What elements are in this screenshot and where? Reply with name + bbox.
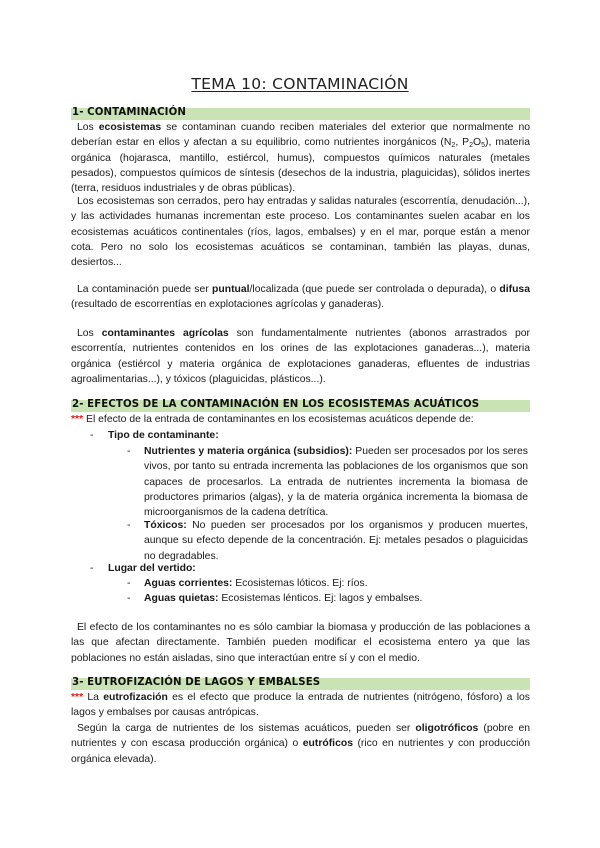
asterisk-marker: *** bbox=[71, 692, 84, 703]
list-dash: - bbox=[127, 593, 131, 604]
section-heading-2-label: 2- EFECTOS DE LA CONTAMINACIÓN EN LOS ECOSISTEMAS ACUÁTICOS bbox=[72, 399, 480, 410]
list-dash: - bbox=[90, 430, 94, 441]
paragraph-ecosistemas-cerrados: Los ecosistemas son cerrados, pero hay entradas y salidas naturales (escorrentía, denudación...), y las actividades humanas incrementan este proceso. Los contaminantes suelen acabar en los ecosistemas acuáticos continentales (ríos, lagos, embalses) y en el mar, porque están a menor cota. Pero no solo los ecosistemas acuáticos se contaminan, también las playas, dunas, desiertos... bbox=[71, 196, 530, 269]
list-item-aguas-quietas: Aguas quietas: Ecosistemas lénticos. Ej: lagos y embalses. bbox=[144, 593, 423, 604]
section-heading-1 bbox=[71, 108, 530, 120]
paragraph-tipos-contaminacion: La contaminación puede ser puntual/localizada (que puede ser controlada o depurada), o difusa (resultado de escorrentías en explotaciones agrícolas y ganaderas). bbox=[71, 284, 530, 311]
list-dash: - bbox=[127, 446, 131, 457]
paragraph-carga-nutrientes: Según la carga de nutrientes de los sistemas acuáticos, pueden ser oligotróficos (pobre en nutrientes y con escasa producción orgánica) o eutróficos (rico en nutrientes y con producción orgánica elevada). bbox=[71, 723, 531, 765]
paragraph-contaminantes-agricolas: Los contaminantes agrícolas son fundamentalmente nutrientes (abonos arrastrados por escorrentía, nutrientes contenidos en los orines de las explotaciones ganaderas...), materia orgánica (estiércol y materia orgánica de explotaciones ganaderas, efluentes de industrias agroalimentarias...), y tóxicos (plaguicidas, plásticos...). bbox=[71, 328, 530, 385]
paragraph-ecosistemas: Los ecosistemas se contaminan cuando reciben materiales del exterior que normalmente no deberían estar en ellos y afectan a su equilibrio, como nutrientes inorgánicos ($N_2$, $P_2O_5$), materia orgánica (hojarasca, mantillo, estiércol, humus), compuestos químicos naturales (metales pesados), compuestos químicos de síntesis (desechos de la industria, plaguicidas), sólidos inertes (terra, residuos industriales y de obras públicas). bbox=[71, 122, 530, 195]
list-item-toxicos: Tóxicos: No pueden ser procesados por los organismos y producen muertes, aunque su efecto depende de la concentración. Ej: metales pesados o plaguicidas no degradables. bbox=[144, 520, 528, 562]
list-dash: - bbox=[127, 520, 131, 531]
paragraph-efecto-contaminantes: El efecto de los contaminantes no es sólo cambiar la biomasa y producción de las poblaciones a las que afectan directamente. También pueden modificar el ecosistema entero ya que las poblaciones no están aisladas, sino que interactúan entre sí y con el medio. bbox=[71, 622, 530, 664]
section-heading-3 bbox=[71, 678, 530, 690]
list-dash: - bbox=[90, 563, 94, 574]
section-heading-2 bbox=[71, 400, 530, 412]
list-item-tipo-contaminante: Tipo de contaminante: bbox=[108, 430, 219, 441]
section-heading-3-label: 3- EUTROFIZACIÓN DE LAGOS Y EMBALSES bbox=[72, 677, 321, 688]
asterisk-marker: *** bbox=[71, 414, 84, 425]
list-item-nutrientes: Nutrientes y materia orgánica (subsidios): Pueden ser procesados por los seres vivos, por tanto su entrada incrementa las poblaciones de los organismos que son capaces de procesarlos. La entrada de nutrientes incrementa la biomasa de productores primarios (algas), y la de materia orgánica incrementa la biomasa de microorganismos de la cadena detrítica. bbox=[144, 446, 528, 519]
page-title: TEMA 10: CONTAMINACIÓN bbox=[191, 75, 409, 93]
list-item-aguas-corrientes: Aguas corrientes: Ecosistemas lóticos. Ej: ríos. bbox=[144, 578, 368, 589]
section-heading-1-label: 1- CONTAMINACIÓN bbox=[72, 107, 186, 118]
paragraph-eutrofizacion: *** La eutrofización es el efecto que produce la entrada de nutrientes (nitrógeno, fósforo) a los lagos y embalses por causas antrópicas. bbox=[71, 692, 530, 719]
list-item-lugar-vertido: Lugar del vertido: bbox=[108, 563, 196, 574]
list-dash: - bbox=[127, 578, 131, 589]
paragraph-efectos-intro: *** El efecto de la entrada de contaminantes en los ecosistemas acuáticos depende de: bbox=[71, 414, 474, 425]
